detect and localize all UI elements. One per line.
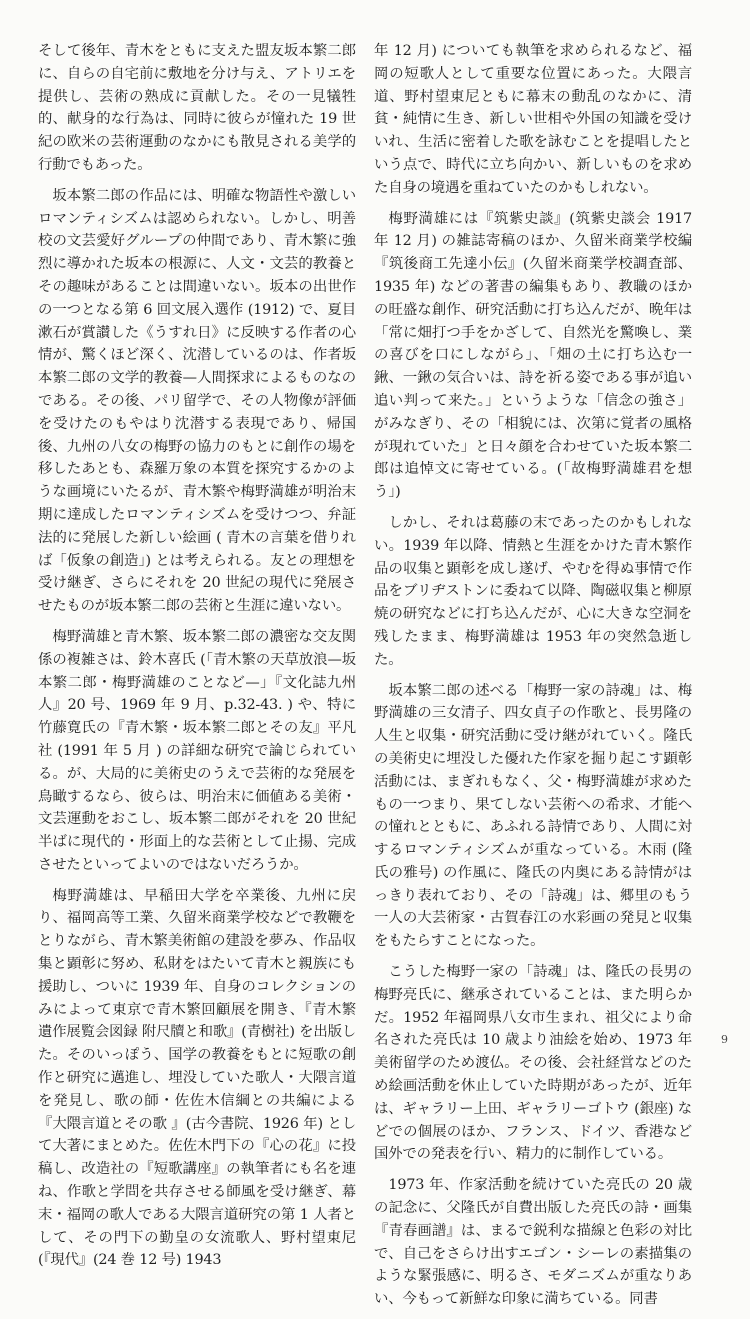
page-number: 9 — [721, 1033, 728, 1046]
paragraph: 梅野満雄と青木繁、坂本繁二郎の濃密な交友関係の複雑さは、鈴木喜氏 (「青木繁の天草放浪—坂本繁二郎・梅野満雄のことなど—」『文化誌九州人』20 号、1969 年 9 月、p.32-43. ) や、特に竹藤寛氏の『青木繁・坂本繁二郎とその友』平凡社 (1991 年 5 月 ) の詳細な研究で論じられている。が、大局的に美術史のうえで芸術的な発展を鳥瞰するなら、彼らは、明治末に価値ある美術・文芸運動をおこし、坂本繁二郎がそれを 20 世紀半ばに現代的・形面上的な芸術として止揚、完成させたといってよいのではないだろうか。 — [38, 628, 356, 873]
paragraph: 梅野満雄には『筑紫史談』(筑紫史談会 1917 年 12 月) の雑誌寄稿のほか、久留米商業学校編『筑後商工先達小伝』(久留米商業学校調査部、1935 年) などの著書の編集もあり、教職のほかの旺盛な創作、研究活動に打ち込んだが、晩年は「常に畑打つ手をかざして、自然光を驚喚し、業の喜びを口にしながら」、「畑の土に打ち込む一鍬、一鍬の気合いは、詩を祈る姿である事が追い追い判って来た。」というような「信念の強さ」がみなぎり、その「相貌には、次第に覚者の風格が現れていた」と日々顔を合わせていた坂本繁二郎は追悼文に寄せている。(「故梅野満雄君を想う」) — [374, 210, 692, 501]
paragraph: しかし、それは葛藤の末であったのかもしれない。1939 年以降、情熱と生涯をかけた青木繁作品の収集と顕彰を成し遂げ、やむを得ぬ事情で作品をブリヂストンに委ねて以降、陶磁収集と柳原焼の研究などに打ち込んだが、心に大きな空洞を残したまま、梅野満雄は 1953 年の突然急逝した。 — [374, 514, 692, 668]
paragraph: 梅野満雄は、早稲田大学を卒業後、九州に戻り、福岡高等工業、久留米商業学校などで教鞭をとりながら、青木繁美術館の建設を夢み、作品収集と顕彰に努め、私財をはたいて青木と親族にも援助し、ついに 1939 年、自身のコレクションのみによって東京で青木繁回顧展を開き、『青木繁遺作展覧会図録 附尺牘と和歌』(青樹社) を出版した。そのいっぽう、国学の教養をもとに短歌の創作と研究に邁進し、埋没していた歌人・大隈言道を発見し、歌の師・佐佐木信綱との共編による『大隈言道とその歌 』(古今書院、1926 年) として大著にまとめた。佐佐木門下の『心の花』に投稿し、改造社の『短歌講座』の執筆者にも名を連ね、作歌と学問を共存させる師風を受け継ぎ、幕末・福岡の歌人である大隈言道研究の第 1 人者として、その門下の勤皇の女流歌人、野村望東尼 (『現代』(24 巻 12 号) 1943 — [38, 887, 356, 1269]
paragraph: 年 12 月) についても執筆を求められるなど、福岡の短歌人として重要な位置にあった。大隈言道、野村望東尼ともに幕末の動乱のなかに、清貧・純情に生き、新しい世相や外国の知識を受けいれ、生活に密着した歌を詠むことを提唱したという点で、時代に立ち向かい、新しいものを求めた自身の境遇を重ねていたのかもしれない。 — [374, 43, 692, 196]
paragraph: 坂本繁二郎の述べる「梅野一家の詩魂」は、梅野満雄の三女清子、四女貞子の作歌と、長男隆の人生と収集・研究活動に受け継がれていく。隆氏の美術史に埋没した優れた作家を掘り起こす顕彰活動には、まぎれもなく、父・梅野満雄が求めたもの一つまり、果てしない芸術への希求、才能への憧れとともに、あふれる詩情であり、人間に対するロマンティシズムが重なっている。木雨 (隆氏の雅号) の作風に、隆氏の内奥にある詩情がはっきり表れており、その「詩魂」は、郷里のもう一人の大芸術家・古賀春江の水彩画の発見と収集をもたらすことになった。 — [374, 682, 692, 950]
paragraph: そして後年、青木をともに支えた盟友坂本繁二郎に、自らの自宅前に敷地を分け与え、アトリエを提供し、芸術の熟成に貢献した。その一見犠牲的、献身的な行為は、同時に彼らが憧れた 19 世紀の欧米の芸術運動のなかにも散見される美学的行動でもあった。 — [38, 43, 356, 173]
paragraph: 1973 年、作家活動を続けていた亮氏の 20 歳の記念に、父隆氏が自費出版した亮氏の詩・画集『青春画譜』は、まるで鋭利な描線と色彩の対比で、自己をさらけ出すエゴン・シーレの素描集のような緊張感に、明るさ、モダニズムが重なりあい、今もって新鮮な印象に満ちている。同書 — [374, 1177, 692, 1308]
left-column — [38, 40, 356, 1280]
paragraph: 坂本繁二郎の作品には、明確な物語性や激しいロマンティシズムは認められない。しかし、明善校の文芸愛好グループの仲間であり、青木繁に強烈に導かれた坂本の根源に、人文・文芸的教養とその趣味があることは間違いない。坂本の出世作の一つとなる第 6 回文展入選作 (1912) で、夏目漱石が賞讃した《うすれ日》に反映する作者の心情が、驚くほど深く、沈潜しているのは、作者坂本繁二郎の文学的教養—人間探求によるものなのである。その後、パリ留学で、その人物像が評価を受けたのもやはり沈潜する表現であり、帰国後、九州の八女の梅野の協力のもとに創作の場を移したあとも、森羅万象の本質を探究するかのような画境にいたるが、青木繁や梅野満雄が明治末期に達成したロマンティシズムを受けつつ、弁証法的に発展した新しい絵画 ( 青木の言葉を借りれば「仮象の創造」) とは考えられる。友との理想を受け継ぎ、さらにそれを 20 世紀の現代に発展させたものが坂本繁二郎の芸術と生涯に違いない。 — [38, 187, 356, 615]
paragraph: こうした梅野一家の「詩魂」は、隆氏の長男の梅野亮氏に、継承されていることは、また明らかだ。1952 年福岡県八女市生まれ、祖父により命名された亮氏は 10 歳より油絵を始め、1973 年美術留学のため渡仏。その後、会社経営などのため絵画活動を休止していた時期があったが、近年は、ギャラリー上田、ギャラリーゴトウ (銀座) などでの個展のほか、フランス、ドイツ、香港など国外での発表を行い、精力的に制作している。 — [374, 964, 692, 1163]
right-column — [374, 40, 692, 1319]
